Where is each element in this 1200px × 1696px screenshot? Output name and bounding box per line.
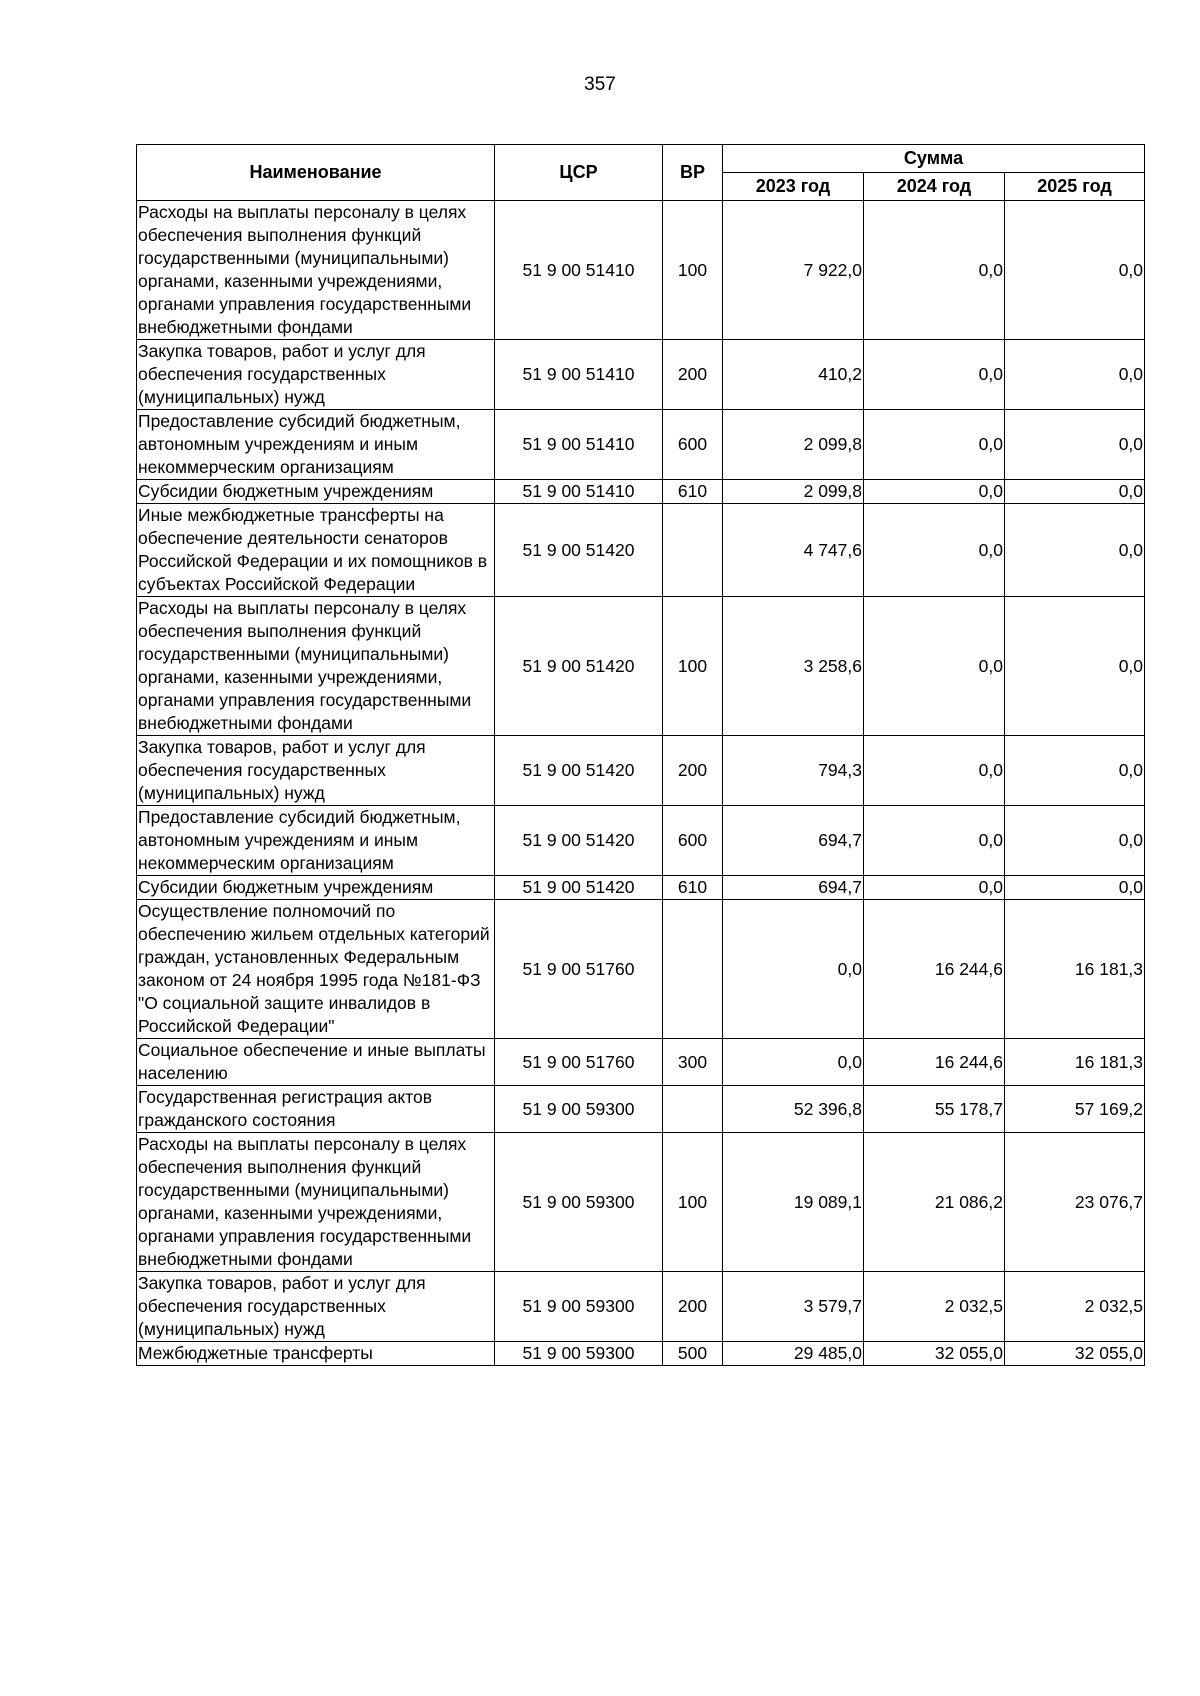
row-sum-2023-cell: 4 747,6 [723,504,864,597]
row-csr-cell: 51 9 00 59300 [495,1086,663,1133]
row-name-cell: Осуществление полномочий по обеспечению жильем отдельных категорий граждан, установленных Федеральным законом от 24 ноября 1995 года №181-ФЗ "О социальной защите инвалидов в Российской Федерации" [137,900,495,1039]
table-row [137,480,1145,504]
row-csr-cell: 51 9 00 51420 [495,876,663,900]
row-sum-2023-cell: 3 579,7 [723,1272,864,1342]
row-name-cell: Закупка товаров, работ и услуг для обеспечения государственных (муниципальных) нужд [137,1272,495,1342]
table-row [137,504,1145,597]
row-sum-2025-cell: 0,0 [1005,480,1145,504]
table-row [137,1272,1145,1342]
row-sum-2024-cell: 21 086,2 [864,1133,1005,1272]
row-vr-cell: 300 [663,1039,723,1086]
row-sum-2025-cell: 0,0 [1005,736,1145,806]
row-name-cell: Социальное обеспечение и иные выплаты населению [137,1039,495,1086]
row-name-cell: Предоставление субсидий бюджетным, автономным учреждениям и иным некоммерческим организациям [137,806,495,876]
row-name-cell: Субсидии бюджетным учреждениям [137,876,495,900]
row-csr-cell: 51 9 00 51760 [495,1039,663,1086]
row-vr-cell: 600 [663,410,723,480]
table-row [137,1133,1145,1272]
row-vr-cell [663,1086,723,1133]
row-name-cell: Расходы на выплаты персоналу в целях обеспечения выполнения функций государственными (муниципальными) органами, казенными учреждениями, органами управления государственными внебюджетными фондами [137,201,495,340]
row-sum-2024-cell: 0,0 [864,597,1005,736]
table-row [137,410,1145,480]
row-sum-2023-cell: 794,3 [723,736,864,806]
table-row [137,806,1145,876]
header-year-2023: 2023 год [723,173,864,201]
table-row [137,1086,1145,1133]
row-vr-cell: 600 [663,806,723,876]
row-sum-2025-cell: 16 181,3 [1005,900,1145,1039]
row-vr-cell: 200 [663,736,723,806]
row-sum-2023-cell: 0,0 [723,900,864,1039]
row-name-cell: Иные межбюджетные трансферты на обеспечение деятельности сенаторов Российской Федерации и их помощников в субъектах Российской Федерации [137,504,495,597]
row-sum-2024-cell: 55 178,7 [864,1086,1005,1133]
header-sum: Сумма [723,145,1145,173]
row-name-cell: Государственная регистрация актов гражданского состояния [137,1086,495,1133]
row-name-cell: Предоставление субсидий бюджетным, автономным учреждениям и иным некоммерческим организациям [137,410,495,480]
row-sum-2023-cell: 29 485,0 [723,1342,864,1366]
table-row [137,1342,1145,1366]
row-name-cell: Межбюджетные трансферты [137,1342,495,1366]
header-csr: ЦСР [495,145,663,201]
row-sum-2023-cell: 52 396,8 [723,1086,864,1133]
row-csr-cell: 51 9 00 51410 [495,340,663,410]
row-sum-2025-cell: 57 169,2 [1005,1086,1145,1133]
row-vr-cell: 100 [663,597,723,736]
row-csr-cell: 51 9 00 51410 [495,480,663,504]
table-body [137,201,1145,1366]
row-name-cell: Субсидии бюджетным учреждениям [137,480,495,504]
table-row [137,340,1145,410]
row-sum-2024-cell: 0,0 [864,876,1005,900]
row-sum-2024-cell: 0,0 [864,504,1005,597]
row-sum-2024-cell: 16 244,6 [864,900,1005,1039]
header-year-2024: 2024 год [864,173,1005,201]
row-sum-2023-cell: 2 099,8 [723,410,864,480]
row-csr-cell: 51 9 00 51420 [495,736,663,806]
row-csr-cell: 51 9 00 59300 [495,1133,663,1272]
header-vr: ВР [663,145,723,201]
row-sum-2024-cell: 32 055,0 [864,1342,1005,1366]
table-row [137,736,1145,806]
row-name-cell: Расходы на выплаты персоналу в целях обеспечения выполнения функций государственными (муниципальными) органами, казенными учреждениями, органами управления государственными внебюджетными фондами [137,1133,495,1272]
row-csr-cell: 51 9 00 51420 [495,597,663,736]
table-header [137,145,1145,201]
row-csr-cell: 51 9 00 51420 [495,504,663,597]
row-vr-cell: 610 [663,480,723,504]
row-sum-2024-cell: 0,0 [864,736,1005,806]
row-sum-2023-cell: 19 089,1 [723,1133,864,1272]
row-csr-cell: 51 9 00 59300 [495,1272,663,1342]
row-vr-cell: 100 [663,1133,723,1272]
row-sum-2023-cell: 0,0 [723,1039,864,1086]
row-sum-2025-cell: 23 076,7 [1005,1133,1145,1272]
row-vr-cell [663,900,723,1039]
row-sum-2025-cell: 0,0 [1005,876,1145,900]
row-vr-cell: 500 [663,1342,723,1366]
row-csr-cell: 51 9 00 51410 [495,410,663,480]
table-row [137,597,1145,736]
row-csr-cell: 51 9 00 51760 [495,900,663,1039]
row-sum-2025-cell: 0,0 [1005,340,1145,410]
row-vr-cell: 200 [663,1272,723,1342]
row-vr-cell: 100 [663,201,723,340]
row-vr-cell: 610 [663,876,723,900]
table-row [137,201,1145,340]
row-sum-2025-cell: 16 181,3 [1005,1039,1145,1086]
row-csr-cell: 51 9 00 51420 [495,806,663,876]
row-sum-2024-cell: 0,0 [864,480,1005,504]
page-number: 357 [584,74,616,95]
header-name: Наименование [137,145,495,201]
header-year-2025: 2025 год [1005,173,1145,201]
row-sum-2023-cell: 694,7 [723,876,864,900]
row-name-cell: Расходы на выплаты персоналу в целях обеспечения выполнения функций государственными (муниципальными) органами, казенными учреждениями, органами управления государственными внебюджетными фондами [137,597,495,736]
row-sum-2025-cell: 32 055,0 [1005,1342,1145,1366]
row-name-cell: Закупка товаров, работ и услуг для обеспечения государственных (муниципальных) нужд [137,736,495,806]
row-sum-2024-cell: 16 244,6 [864,1039,1005,1086]
row-vr-cell [663,504,723,597]
row-sum-2023-cell: 7 922,0 [723,201,864,340]
row-sum-2023-cell: 3 258,6 [723,597,864,736]
row-sum-2023-cell: 410,2 [723,340,864,410]
row-sum-2025-cell: 2 032,5 [1005,1272,1145,1342]
table-row [137,876,1145,900]
row-sum-2023-cell: 694,7 [723,806,864,876]
row-sum-2025-cell: 0,0 [1005,410,1145,480]
row-sum-2024-cell: 2 032,5 [864,1272,1005,1342]
row-sum-2024-cell: 0,0 [864,806,1005,876]
row-sum-2025-cell: 0,0 [1005,201,1145,340]
row-csr-cell: 51 9 00 59300 [495,1342,663,1366]
table-row [137,900,1145,1039]
row-sum-2025-cell: 0,0 [1005,597,1145,736]
row-sum-2024-cell: 0,0 [864,410,1005,480]
row-name-cell: Закупка товаров, работ и услуг для обеспечения государственных (муниципальных) нужд [137,340,495,410]
budget-table [136,144,1145,1366]
row-sum-2025-cell: 0,0 [1005,504,1145,597]
row-vr-cell: 200 [663,340,723,410]
row-sum-2023-cell: 2 099,8 [723,480,864,504]
row-csr-cell: 51 9 00 51410 [495,201,663,340]
row-sum-2024-cell: 0,0 [864,201,1005,340]
row-sum-2024-cell: 0,0 [864,340,1005,410]
table-row [137,1039,1145,1086]
row-sum-2025-cell: 0,0 [1005,806,1145,876]
